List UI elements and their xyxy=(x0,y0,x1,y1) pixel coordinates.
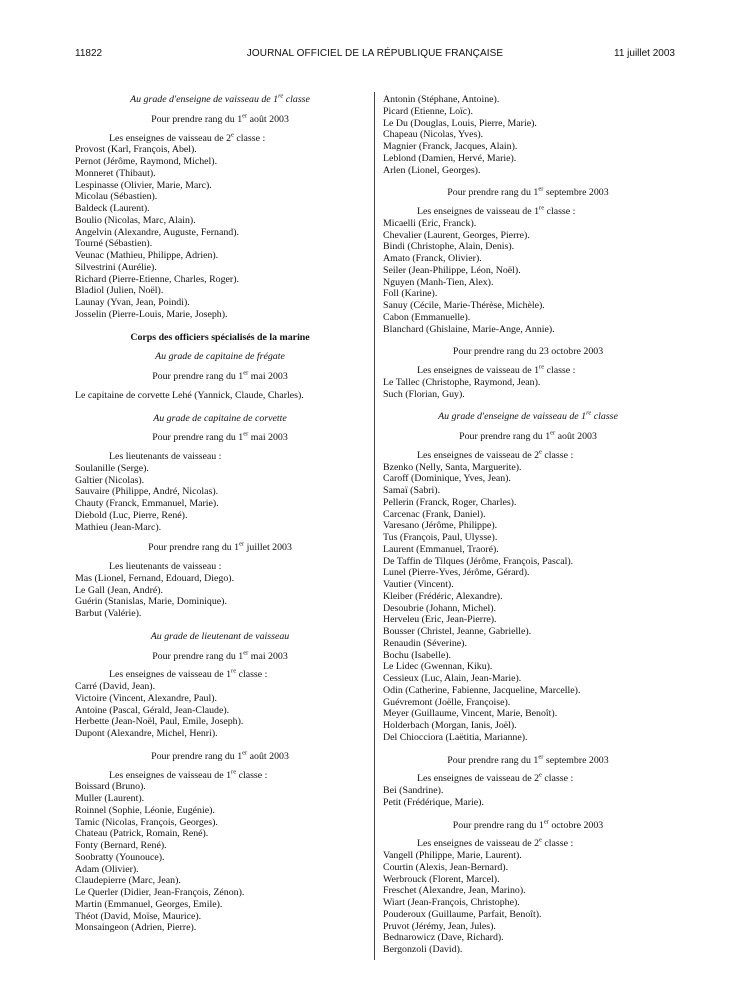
list-item: Holderbach (Morgan, Ianis, Joël). xyxy=(383,720,517,731)
right-column xyxy=(383,94,673,956)
left-column xyxy=(75,94,365,934)
section-lieutenant-octobre xyxy=(383,346,673,400)
list-item: Bergonzoli (David). xyxy=(383,944,463,955)
appointment-line: Le capitaine de corvette Lehé (Yannick, Claude, Charles). xyxy=(75,389,304,401)
name-list xyxy=(75,681,365,740)
list-item: Pouderoux (Guillaume, Parfait, Benoît). xyxy=(383,908,542,920)
list-item: Desoubrie (Johann, Michel). xyxy=(383,602,496,614)
list-item: Monneret (Thibaut). xyxy=(75,167,156,179)
rank-heading: Pour prendre rang du 1er juillet 2003 xyxy=(148,540,292,554)
list-item: Chateau (Patrick, Romain, René). xyxy=(75,828,209,840)
rank-heading: Pour prendre rang du 1er septembre 2003 xyxy=(447,753,609,766)
section-lieutenant-septembre xyxy=(383,187,673,335)
list-item: Bochu (Isabelle). xyxy=(383,649,452,661)
list-item: Tus (François, Paul, Ulysse). xyxy=(383,532,498,543)
list-item: Meyer (Guillaume, Vincent, Marie, Benoît). xyxy=(383,708,558,720)
name-list xyxy=(75,144,365,320)
list-intro: Les enseignes de vaisseau de 1re classe : xyxy=(109,768,268,781)
list-item: Barbut (Valérie). xyxy=(75,608,142,619)
list-intro: Les lieutenants de vaisseau : xyxy=(109,451,222,462)
list-item: Bednarowicz (Dave, Richard). xyxy=(383,932,504,944)
list-item: Carcenac (Frank, Daniel). xyxy=(383,508,486,520)
name-list xyxy=(383,377,673,401)
list-item: Muller (Laurent). xyxy=(75,793,145,804)
section-capitaine-fregate xyxy=(75,351,365,401)
list-item: Chauty (Franck, Emmanuel, Marie). xyxy=(75,498,219,509)
list-item: Blanchard (Ghislaine, Marie-Ange, Annie). xyxy=(383,323,555,335)
grade-heading: Au grade d'enseigne de vaisseau de 1re classe xyxy=(438,409,618,423)
list-item: Le Lidec (Gwennan, Kiku). xyxy=(383,661,493,673)
list-item: Le Tallec (Christophe, Raymond, Jean). xyxy=(383,376,541,388)
section-lieutenant-mai xyxy=(75,631,365,740)
list-item: Launay (Yvan, Jean, Poindi). xyxy=(75,297,190,308)
section-capitaine-corvette xyxy=(75,413,365,534)
list-item: Samaï (Sabri). xyxy=(383,485,441,496)
page-header xyxy=(75,48,675,64)
list-item: Josselin (Pierre-Louis, Marie, Joseph). xyxy=(75,308,228,320)
section-lieutenant-aout xyxy=(75,751,365,934)
list-intro: Les enseignes de vaisseau de 1re classe : xyxy=(109,667,268,681)
list-item: Roinnel (Sophie, Léonie, Eugénie). xyxy=(75,804,215,816)
list-item: Fonty (Bernard, René). xyxy=(75,840,167,851)
list-item: Guévremont (Joëlle, Françoise). xyxy=(383,696,511,708)
grade-heading: Au grade de capitaine de corvette xyxy=(153,412,287,424)
list-item: Carré (David, Jean). xyxy=(75,681,156,692)
list-intro: Les enseignes de vaisseau de 2e classe : xyxy=(417,836,574,850)
rank-heading: Pour prendre rang du 1er mai 2003 xyxy=(152,430,288,444)
list-item: Tourné (Sébastien). xyxy=(75,238,153,250)
list-item: Diebold (Luc, Pierre, René). xyxy=(75,509,188,521)
list-item: Sauvaire (Philippe, André, Nicolas). xyxy=(75,486,219,498)
list-item: Pellerin (Franck, Roger, Charles). xyxy=(383,496,517,508)
list-item: Leblond (Damien, Hervé, Marie). xyxy=(383,152,517,164)
list-item: Le Du (Douglas, Louis, Pierre, Marie). xyxy=(383,117,537,129)
rank-heading: Pour prendre rang du 1er août 2003 xyxy=(459,429,597,442)
list-item: Werbrouck (Florent, Marcel). xyxy=(383,873,500,885)
list-intro: Les enseignes de vaisseau de 1re classe : xyxy=(417,204,576,217)
list-item: Freschet (Alexandre, Jean, Marino). xyxy=(383,885,526,897)
list-item: Sanuy (Cécile, Marie-Thérèse, Michèle). xyxy=(383,300,545,311)
list-item: Bei (Sandrine). xyxy=(383,785,444,796)
section-enseigne-octobre xyxy=(383,820,673,956)
column-rule xyxy=(374,92,375,960)
list-item: Baldeck (Laurent). xyxy=(75,203,150,214)
list-item: Renaudin (Séverine). xyxy=(383,637,467,649)
list-item: Herveleu (Eric, Jean-Pierre). xyxy=(383,614,497,626)
list-item: Del Chiocciora (Laëtitia, Marianne). xyxy=(383,731,528,743)
rank-heading: Pour prendre rang du 1er mai 2003 xyxy=(152,369,288,382)
list-item: Galtier (Nicolas). xyxy=(75,474,145,486)
list-item: Varesano (Jérôme, Philippe). xyxy=(383,520,498,532)
list-item: Nguyen (Manh-Tien, Alex). xyxy=(383,276,494,288)
list-item: Bzenko (Nelly, Santa, Marguerite). xyxy=(383,461,522,473)
name-list xyxy=(383,218,673,336)
section-enseigne-1re-aout xyxy=(75,94,365,321)
list-item: Bousser (Christel, Jeanne, Gabrielle). xyxy=(383,626,532,637)
list-item: Caroff (Dominique, Yves, Jean). xyxy=(383,473,511,485)
section-enseigne-septembre xyxy=(383,755,673,809)
list-intro: Les enseignes de vaisseau de 2e classe : xyxy=(417,771,574,785)
list-item: Magnier (Franck, Jacques, Alain). xyxy=(383,141,518,152)
list-item: Micaelli (Eric, Franck). xyxy=(383,217,477,229)
list-item: Lunel (Pierre-Yves, Jérôme, Gérard). xyxy=(383,567,530,579)
list-item: Soobratty (Younouce). xyxy=(75,851,165,863)
rank-heading: Pour prendre rang du 1er août 2003 xyxy=(151,112,289,125)
name-list xyxy=(75,781,365,934)
list-item: Claudepierre (Marc, Jean). xyxy=(75,875,181,887)
list-item: Chapeau (Nicolas, Yves). xyxy=(383,129,484,141)
list-item: Boissard (Bruno). xyxy=(75,781,146,793)
list-item: Bladiol (Julien, Noël). xyxy=(75,285,164,297)
list-item: Guérin (Stanislas, Marie, Dominique). xyxy=(75,596,227,608)
list-item: Vangell (Philippe, Marie, Laurent). xyxy=(383,850,522,861)
list-item: Wiart (Jean-François, Christophe). xyxy=(383,897,520,908)
list-item: Petit (Frédérique, Marie). xyxy=(383,796,484,808)
list-intro: Les lieutenants de vaisseau : xyxy=(109,561,222,572)
list-item: Silvestrini (Aurélie). xyxy=(75,261,157,273)
list-item: Veunac (Mathieu, Philippe, Adrien). xyxy=(75,250,219,261)
list-item: Herbette (Jean-Noël, Paul, Emile, Joseph). xyxy=(75,716,244,728)
name-list-continued xyxy=(383,94,673,176)
list-item: Lespinasse (Olivier, Marie, Marc). xyxy=(75,179,212,191)
list-item: Laurent (Emmanuel, Traoré). xyxy=(383,543,499,555)
list-item: Mas (Lionel, Fernand, Edouard, Diego). xyxy=(75,572,235,584)
list-item: Soulanille (Serge). xyxy=(75,462,149,474)
list-item: Adam (Olivier). xyxy=(75,863,139,875)
list-item: Mathieu (Jean-Marc). xyxy=(75,521,162,533)
list-item: Chevalier (Laurent, Georges, Pierre). xyxy=(383,229,530,241)
list-intro: Les enseignes de vaisseau de 1re classe : xyxy=(417,363,576,376)
name-list xyxy=(383,785,673,809)
list-item: Foll (Karine). xyxy=(383,288,438,300)
page-number: 11822 xyxy=(75,48,103,59)
name-list xyxy=(383,462,673,744)
list-item: Angelvin (Alexandre, Auguste, Fernand). xyxy=(75,226,239,238)
list-item: Picard (Etienne, Loïc). xyxy=(383,105,473,117)
list-item: Martin (Emmanuel, Georges, Emile). xyxy=(75,898,223,910)
name-list xyxy=(75,463,365,534)
list-item: Richard (Pierre-Etienne, Charles, Roger). xyxy=(75,273,239,285)
rank-heading: Pour prendre rang du 23 octobre 2003 xyxy=(452,346,604,358)
list-item: Théot (David, Moïse, Maurice). xyxy=(75,910,202,922)
list-item: Odin (Catherine, Fabienne, Jacqueline, Marcelle). xyxy=(383,684,581,696)
name-list xyxy=(383,850,673,956)
rank-heading: Pour prendre rang du 1er août 2003 xyxy=(151,749,289,762)
list-item: Provost (Karl, François, Abel). xyxy=(75,144,197,156)
list-item: Micolau (Sébastien). xyxy=(75,191,158,203)
rank-heading: Pour prendre rang du 1er septembre 2003 xyxy=(447,185,609,199)
list-item: Antonin (Stéphane, Antoine). xyxy=(383,94,500,105)
grade-heading: Au grade d'enseigne de vaisseau de 1re classe xyxy=(130,92,310,105)
list-item: Tamic (Nicolas, François, Georges). xyxy=(75,816,218,828)
list-item: Victoire (Vincent, Alexandre, Paul). xyxy=(75,692,217,704)
list-item: Boulio (Nicolas, Marc, Alain). xyxy=(75,214,196,226)
issue-date: 11 juillet 2003 xyxy=(614,48,675,59)
list-item: Dupont (Alexandre, Michel, Henri). xyxy=(75,728,218,739)
grade-heading: Au grade de lieutenant de vaisseau xyxy=(150,630,290,642)
list-item: Kleiber (Frédéric, Alexandre). xyxy=(383,590,503,602)
name-list xyxy=(75,573,365,620)
journal-title: JOURNAL OFFICIEL DE LA RÉPUBLIQUE FRANÇAISE xyxy=(246,48,504,59)
corps-heading: Corps des officiers spécialisés de la marine xyxy=(130,331,310,343)
list-item: Pruvot (Jérémy, Jean, Jules). xyxy=(383,920,496,932)
list-item: Amato (Franck, Olivier). xyxy=(383,253,482,264)
list-item: Vautier (Vincent). xyxy=(383,579,454,590)
list-item: De Taffin de Tilques (Jérôme, François, Pascal). xyxy=(383,555,574,567)
list-item: Such (Florian, Guy). xyxy=(383,388,465,400)
section-enseigne-specialises-aout xyxy=(383,411,673,743)
section-capitaine-corvette-juillet xyxy=(75,542,365,620)
list-item: Courtin (Alexis, Jean-Bernard). xyxy=(383,861,509,873)
list-item: Pernot (Jérôme, Raymond, Michel). xyxy=(75,156,218,167)
list-item: Le Gall (Jean, André). xyxy=(75,584,164,596)
list-item: Antoine (Pascal, Gérald, Jean-Claude). xyxy=(75,704,230,716)
list-item: Monsaingeon (Adrien, Pierre). xyxy=(75,922,197,934)
list-intro: Les enseignes de vaisseau de 2e classe : xyxy=(109,131,266,144)
list-item: Bindi (Christophe, Alain, Denis). xyxy=(383,241,515,253)
list-item: Seiler (Jean-Philippe, Léon, Noël). xyxy=(383,264,521,276)
rank-heading: Pour prendre rang du 1er octobre 2003 xyxy=(452,818,604,831)
list-item: Le Querler (Didier, Jean-François, Zénon). xyxy=(75,887,245,898)
list-item: Cabon (Emmanuelle). xyxy=(383,311,471,323)
list-item: Cessieux (Luc, Alain, Jean-Marie). xyxy=(383,673,522,684)
list-intro: Les enseignes de vaisseau de 2e classe : xyxy=(417,448,574,461)
rank-heading: Pour prendre rang du 1er mai 2003 xyxy=(152,649,288,662)
list-item: Arlen (Lionel, Georges). xyxy=(383,164,481,176)
grade-heading: Au grade de capitaine de frégate xyxy=(155,351,285,363)
